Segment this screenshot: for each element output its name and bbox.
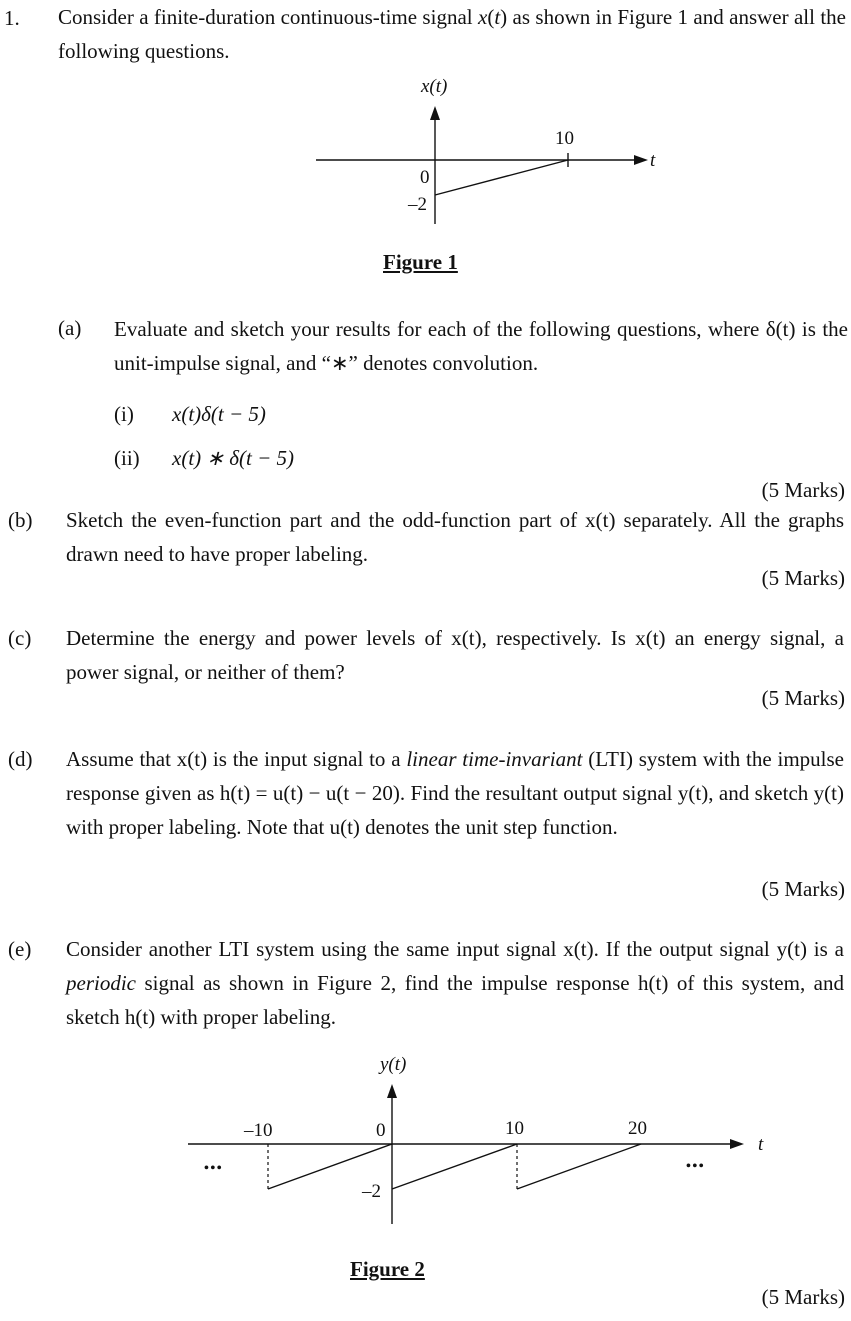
fig2-x-label: t bbox=[758, 1134, 764, 1155]
fig1-y-label: x(t) bbox=[421, 76, 448, 97]
part-c-marks: (5 Marks) bbox=[761, 686, 845, 710]
fig2-ellipsis-left: • • • bbox=[204, 1161, 221, 1176]
part-a-item-ii-label: (ii) bbox=[114, 446, 140, 470]
fig2-tick-label-neg2: –2 bbox=[362, 1181, 381, 1202]
part-a-item-i-label: (i) bbox=[114, 402, 134, 426]
fig1-x-arrow-icon bbox=[634, 155, 648, 165]
part-d-label: (d) bbox=[8, 747, 33, 771]
part-a-text: Evaluate and sketch your results for each of the following questions, where δ(t) is the unit-impulse signal, and “∗” denotes convolution. bbox=[114, 317, 848, 375]
fig2-tick-label-10: 10 bbox=[505, 1118, 524, 1139]
fig1-x-label: t bbox=[650, 150, 656, 171]
part-a-item-i-expr: x(t)δ(t − 5) bbox=[172, 402, 266, 426]
part-e-marks: (5 Marks) bbox=[761, 1285, 845, 1309]
fig1-tick-label-0: 0 bbox=[420, 167, 430, 188]
fig2-ramp-3 bbox=[517, 1144, 641, 1189]
fig2-tick-label-0: 0 bbox=[376, 1120, 386, 1141]
fig1-tick-label-neg2: –2 bbox=[408, 194, 427, 215]
fig2-x-arrow-icon bbox=[730, 1139, 744, 1149]
part-c-label: (c) bbox=[8, 626, 32, 650]
question-intro: Consider a finite-duration continuous-time signal x(t) as shown in Figure 1 and answer all the following questions. bbox=[58, 5, 846, 63]
part-b-marks: (5 Marks) bbox=[761, 566, 845, 590]
part-d-text: Assume that x(t) is the input signal to a linear time-invariant (LTI) system with the impulse response given as h(t) = u(t) − u(t − 20). Find the resultant output signal y(t), and sketch y(t) with proper labeling. Note that u(t) denotes the unit step function. bbox=[66, 747, 844, 839]
part-a-label: (a) bbox=[58, 316, 82, 340]
fig1-tick-label-10: 10 bbox=[555, 128, 574, 149]
question-number: 1. bbox=[4, 6, 20, 30]
part-b-text: Sketch the even-function part and the odd-function part of x(t) separately. All the graphs drawn need to have proper labeling. bbox=[66, 508, 844, 566]
fig1-signal-line bbox=[435, 160, 568, 195]
part-a-item-ii-expr: x(t) ∗ δ(t − 5) bbox=[172, 446, 294, 470]
fig2-tick-label-neg10: –10 bbox=[244, 1120, 273, 1141]
fig2-y-arrow-icon bbox=[387, 1084, 397, 1098]
part-e-label: (e) bbox=[8, 937, 32, 961]
figure-1-caption: Figure 1 bbox=[383, 250, 458, 274]
part-a-marks: (5 Marks) bbox=[761, 478, 845, 502]
figure-2-caption: Figure 2 bbox=[350, 1257, 425, 1281]
fig2-tick-label-20: 20 bbox=[628, 1118, 647, 1139]
part-c-text: Determine the energy and power levels of x(t), respectively. Is x(t) an energy signal, a power signal, or neither of them? bbox=[66, 626, 844, 684]
part-e-text: Consider another LTI system using the same input signal x(t). If the output signal y(t) is a periodic signal as shown in Figure 2, find the impulse response h(t) of this system, and sketch h(t) with proper labeling. bbox=[66, 937, 844, 1029]
fig2-y-label: y(t) bbox=[380, 1054, 407, 1075]
part-d-marks: (5 Marks) bbox=[761, 877, 845, 901]
part-b-label: (b) bbox=[8, 508, 33, 532]
fig2-ramp-2 bbox=[392, 1144, 517, 1189]
fig2-ellipsis-right: • • • bbox=[686, 1159, 703, 1174]
fig1-y-arrow-icon bbox=[430, 106, 440, 120]
